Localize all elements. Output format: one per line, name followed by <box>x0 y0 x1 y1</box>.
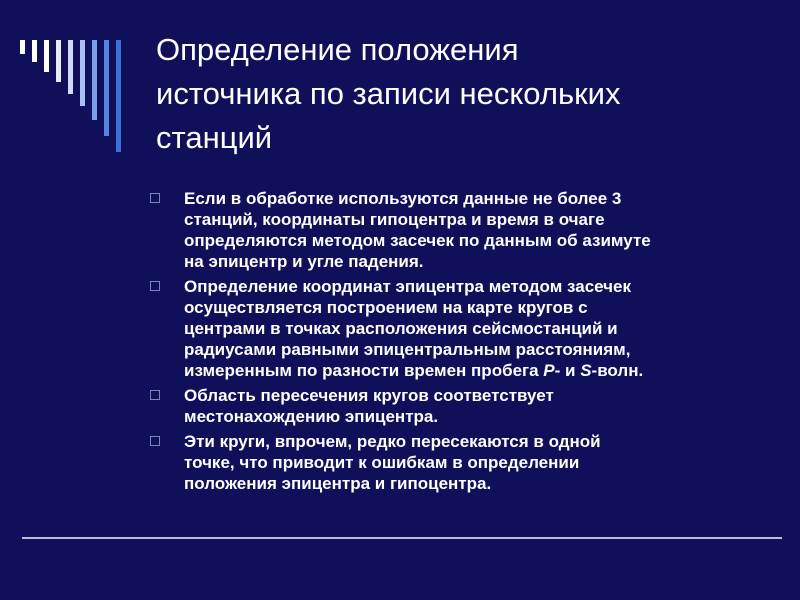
stripe <box>56 40 61 82</box>
bottom-divider <box>22 537 782 539</box>
bullet-text: Определение координат эпицентра методом засечек осуществляется построением на карте кругов с центрами в точках расположения сейсмостанций и радиусами равными эпицентральным расстояниям, измеренным по разности времен пробега P- и S-волн. <box>184 276 780 381</box>
stripe <box>44 40 49 72</box>
square-bullet-icon <box>150 281 160 291</box>
bullet-item <box>150 431 780 494</box>
square-bullet-icon <box>150 193 160 203</box>
stripe <box>80 40 85 106</box>
bullet-text: Если в обработке используются данные не более 3 станций, координаты гипоцентра и время в очаге определяются методом засечек по данным об азимуте на эпицентр и угле падения. <box>184 189 651 271</box>
decorative-stripes <box>0 0 140 160</box>
bullet-list <box>150 188 780 498</box>
stripe <box>32 40 37 62</box>
slide-title <box>156 28 776 160</box>
bullet-item <box>150 276 780 381</box>
stripe <box>92 40 97 120</box>
stripe <box>104 40 109 136</box>
stripe <box>116 40 121 152</box>
bullet-last-line: измеренным по разности времен пробега P- и S-волн. <box>184 361 644 380</box>
bullet-item <box>150 385 780 427</box>
title-line: источника по записи нескольких <box>156 76 621 111</box>
square-bullet-icon <box>150 436 160 446</box>
title-line: станций <box>156 120 273 155</box>
bullet-text: Эти круги, впрочем, редко пересекаются в одной точке, что приводит к ошибкам в определении положения эпицентра и гипоцентра. <box>184 432 601 493</box>
bullet-item <box>150 188 780 272</box>
stripe <box>68 40 73 94</box>
stripe <box>20 40 25 54</box>
bullet-text: Область пересечения кругов соответствует местонахождению эпицентра. <box>184 386 554 426</box>
title-line: Определение положения <box>156 32 519 67</box>
square-bullet-icon <box>150 390 160 400</box>
